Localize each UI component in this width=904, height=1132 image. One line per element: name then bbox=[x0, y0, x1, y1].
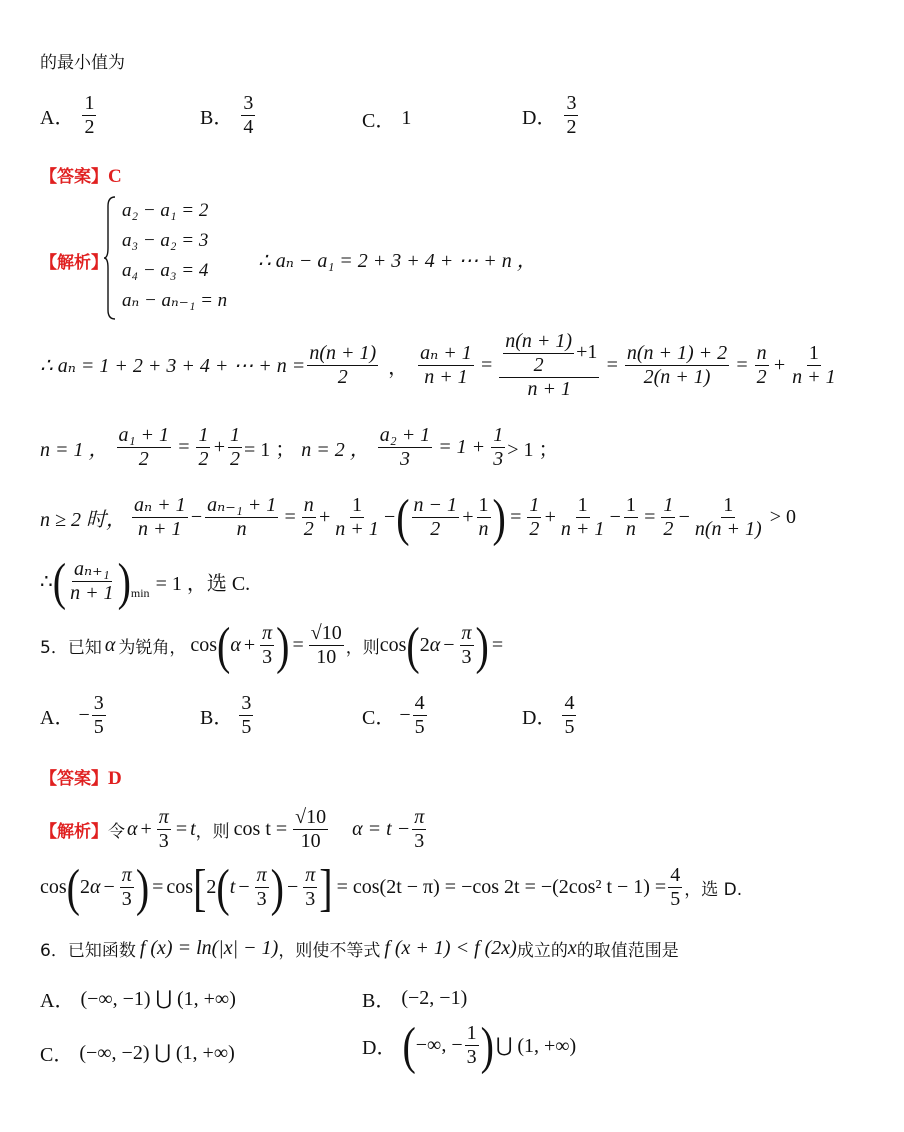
fraction: $\frac{1}{n + 1}$ bbox=[792, 342, 836, 388]
fraction: $\frac{\text{aₙ₋₁ + 1}}{n}$ bbox=[207, 494, 277, 540]
answer-line bbox=[40, 162, 122, 188]
fraction: $\frac{n}{2}$ bbox=[303, 494, 314, 540]
fraction: $\frac{\text{aₙ + 1}}{n + 1}$ bbox=[133, 494, 186, 540]
option-a: A． (−∞, −1) ⋃ (1, +∞) bbox=[40, 988, 236, 1012]
fraction: $\frac{3}{4}$ bbox=[243, 92, 254, 138]
option-b: B． (−2, −1) bbox=[362, 987, 468, 1012]
question-6-stem: 6． 已知函数 f (x) = ln(|x| − 1) ，则使不等式 f (x + 1) < f (2x) 成立的 x 的取值范围是 bbox=[40, 937, 679, 961]
fraction: $\frac{\pi}{3}$ bbox=[461, 622, 472, 668]
fraction: $\frac{n - 1}{2}$ bbox=[413, 494, 458, 540]
system-line: a₄ − a₃ = 4 bbox=[122, 260, 209, 281]
fraction: $\frac{\text{aₙ + 1}}{n + 1}$ bbox=[420, 342, 472, 388]
fraction: $\frac{1}{2}$ bbox=[229, 424, 240, 470]
fraction: $\frac{\pi}{3}$ bbox=[158, 806, 169, 852]
sum-relation: ∴ aₙ − a₁ = 2 + 3 + 4 + ⋯ + n ， bbox=[258, 250, 537, 272]
system-line: a₃ − a₂ = 3 bbox=[122, 230, 209, 251]
fraction: $\frac{1}{2}$ bbox=[198, 424, 209, 470]
fraction: $\frac{\text{a₁ + 1}}{2}$ bbox=[118, 424, 169, 470]
fraction: $\frac{4}{5}$ bbox=[564, 692, 575, 738]
fraction: $\frac{n}{2}$ bbox=[756, 342, 767, 388]
conclusion-line: ∴ ( $\frac{\text{aₙ₊₁}}{n + 1}$ ) min = 1 ，选 C. bbox=[40, 551, 251, 611]
fraction: $\frac{1}{n(n + 1)}$ bbox=[694, 494, 762, 540]
option-b bbox=[200, 92, 257, 139]
fraction: $\frac{n(n + 1) + 2}{2(n + 1)}$ bbox=[626, 342, 728, 388]
answer-line bbox=[40, 764, 122, 790]
fraction: $\frac{\text{aₙ₊₁}}{n + 1}$ bbox=[70, 558, 114, 604]
fraction: $\frac{\pi}{3}$ bbox=[256, 864, 267, 910]
option-c: C． − $\frac{4}{5}$ bbox=[362, 692, 425, 738]
fraction: $\frac{1}{2}$ bbox=[84, 92, 95, 138]
brace-icon bbox=[104, 196, 116, 320]
option-label: B． bbox=[200, 107, 234, 129]
fraction: $\frac{1}{2}$ bbox=[663, 494, 674, 540]
option-c: C． (−∞, −2) ⋃ (1, +∞) bbox=[40, 1042, 235, 1066]
fraction: $\frac{\pi}{3}$ bbox=[305, 864, 316, 910]
analysis-tag: 【解析】 bbox=[40, 822, 108, 842]
fraction: $\frac{n(n + 1)}{2}$ bbox=[309, 342, 377, 388]
compound-fraction: $\frac{n(n + 1)}{2}$ +1 n + 1 bbox=[499, 330, 599, 401]
system-line: a₂ − a₁ = 2 bbox=[122, 200, 209, 221]
fraction: $\frac{√10}{10}$ bbox=[310, 622, 342, 668]
fraction: $\frac{1}{n + 1}$ bbox=[560, 494, 605, 540]
option-b: B． $\frac{3}{5}$ bbox=[200, 692, 252, 738]
option-a: A． − $\frac{3}{5}$ bbox=[40, 692, 104, 738]
analysis-line: 【解析】 令 α + $\frac{\pi}{3}$ = t ，则 cos t = $\frac{√10}{10}$ α = t − $\frac{\pi}{3}$ bbox=[40, 806, 425, 852]
fraction: $\frac{4}{5}$ bbox=[670, 864, 681, 910]
fraction: $\frac{1}{3}$ bbox=[466, 1022, 477, 1068]
answer-tag: 【答案】 bbox=[40, 769, 108, 789]
fraction: $\frac{3}{5}$ bbox=[93, 692, 104, 738]
fraction: $\frac{1}{3}$ bbox=[493, 424, 504, 470]
fraction: $\frac{\pi}{3}$ bbox=[262, 622, 273, 668]
fraction: $\frac{\pi}{3}$ bbox=[414, 806, 425, 852]
question-5-stem: 5． 已知 α 为锐角， cos ( α + $\frac{\pi}{3}$ ) = $\frac{√10}{10}$ ，则 cos ( 2 α − $\frac{\pi}{3}$ ) = bbox=[40, 615, 504, 675]
analysis-tag: 【解析】 bbox=[40, 253, 108, 273]
option-d bbox=[522, 92, 580, 139]
option-d: D． $\frac{4}{5}$ bbox=[522, 692, 575, 738]
fraction: $\frac{1}{2}$ bbox=[529, 494, 540, 540]
fraction: $\frac{\text{a₂ + 1}}{3}$ bbox=[379, 424, 431, 470]
option-d: D． ( −∞, − $\frac{1}{3}$ ) ⋃ (1, +∞) bbox=[362, 1015, 577, 1075]
fraction: $\frac{4}{5}$ bbox=[414, 692, 425, 738]
answer-value: C bbox=[108, 166, 122, 187]
an-expression-line: ∴ aₙ = 1 + 2 + 3 + 4 + ⋯ + n = $\frac{n(n + 1)}{2}$ ， $\frac{\text{aₙ + 1}}{n + 1}$ = $\frac{n(n + 1)}{2}$ +1 n + 1 = $\frac{n(n + 1) + 2}{2(n + 1)}$ = $\frac{n}{2}$ + $\frac{1}{n + 1}$ bbox=[40, 330, 836, 400]
option-label: D． bbox=[522, 107, 557, 129]
answer-value: D bbox=[108, 768, 122, 789]
fraction: $\frac{3}{2}$ bbox=[566, 92, 577, 138]
option-c: C． 1 bbox=[362, 104, 411, 133]
fraction: $\frac{√10}{10}$ bbox=[295, 806, 327, 852]
fraction: $\frac{1}{n}$ bbox=[625, 494, 636, 540]
fraction: $\frac{1}{n + 1}$ bbox=[335, 494, 379, 540]
option-a bbox=[40, 92, 98, 139]
system-line: aₙ − aₙ₋₁ = n bbox=[122, 290, 228, 311]
cos-chain-line: cos ( 2 α − $\frac{\pi}{3}$ ) = cos [ 2 ( t − $\frac{\pi}{3}$ ) − $\frac{\pi}{3}$ ] = cos(2t − π) = −cos 2t = −(2cos² t − 1) = $\frac{4}{5}$ ，选 D. bbox=[40, 857, 743, 917]
general-case-line: n ≥ 2 时， $\frac{\text{aₙ + 1}}{n + 1}$ − $\frac{\text{aₙ₋₁ + 1}}{n}$ = $\frac{n}{2}$ + $\frac{1}{n + 1}$ − ( $\frac{n - 1}{2}$ + $\frac{1}{n}$ ) = $\frac{1}{2}$ + $\frac{1}{n + 1}$ − $\frac{1}{n}$ = $\frac{1}{2}$ − $\frac{1}{n(n + 1)}$ > 0 bbox=[40, 487, 796, 547]
case-check-line: n = 1 ， $\frac{\text{a₁ + 1}}{2}$ = $\frac{1}{2}$ + $\frac{1}{2}$ = 1 ； n = 2 ， $\frac{\text{a₂ + 1}}{3}$ = 1 + $\frac{1}{3}$ > 1 ； bbox=[40, 424, 559, 470]
option-label: A． bbox=[40, 107, 75, 129]
question-tail-text: 的最小值为 bbox=[40, 53, 125, 73]
option-label: C． bbox=[362, 110, 396, 132]
fraction: $\frac{\pi}{3}$ bbox=[121, 864, 132, 910]
fraction: $\frac{1}{n}$ bbox=[478, 494, 489, 540]
fraction: $\frac{3}{5}$ bbox=[241, 692, 252, 738]
answer-tag: 【答案】 bbox=[40, 167, 108, 187]
